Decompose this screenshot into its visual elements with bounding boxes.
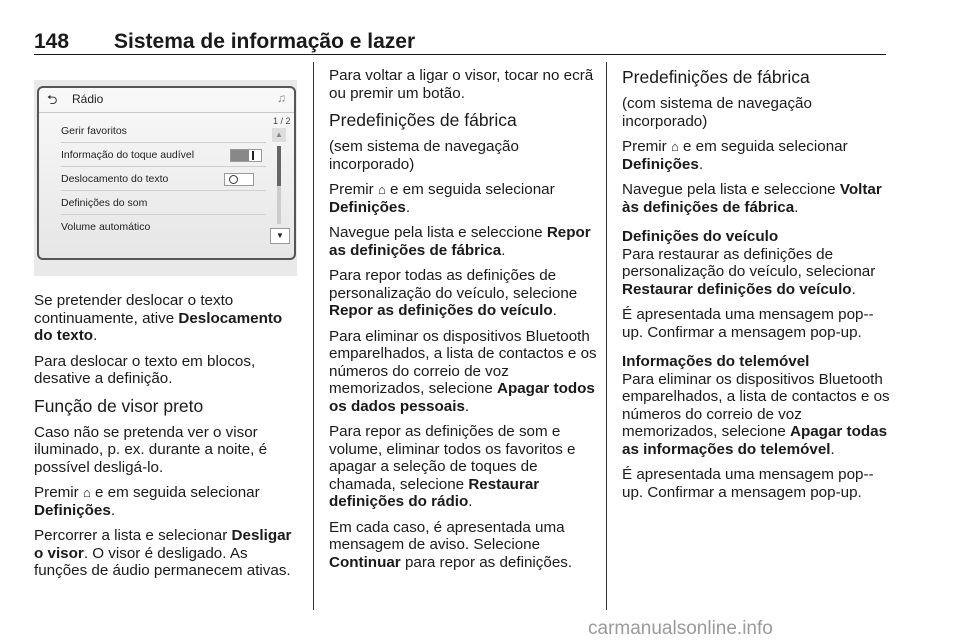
subheading: (com sistema de navegação incorporado) bbox=[622, 95, 812, 130]
menu-item: Deslocamento do texto bbox=[61, 168, 266, 191]
heading-predefinicoes: Predefinições de fábrica bbox=[622, 67, 810, 87]
radio-toggle bbox=[224, 173, 254, 186]
paragraph: Em cada caso, é apresentada uma mensagem de aviso. Selecione Continuar para repor as definições. bbox=[329, 518, 573, 571]
menu-item: Volume automático bbox=[61, 221, 151, 233]
paragraph: Para eliminar os dispositivos Bluetooth emparelhados, a lista de contactos e os números do correio de voz memorizados, selecione Apagar todos os dados pessoais. bbox=[329, 327, 597, 415]
music-note-icon: ♫ bbox=[277, 91, 286, 105]
paragraph: Premir ⌂ e em seguida selecionar Definições. bbox=[34, 484, 260, 519]
paragraph: Se pretender deslocar o texto continuamente, ative Deslocamento do texto. bbox=[34, 292, 283, 344]
heading-definicoes-veiculo: Definições do veículo bbox=[622, 228, 779, 245]
paragraph: Para eliminar os dispositivos Bluetooth emparelhados, a lista de contactos e os números do correio de voz memorizados, selecione Apagar todas as informações do telemóvel. bbox=[622, 370, 890, 458]
screen-title-bar bbox=[39, 88, 294, 113]
toggle-switch bbox=[230, 149, 262, 162]
column-2 bbox=[329, 67, 599, 579]
section-title: Sistema de informação e lazer bbox=[114, 30, 416, 53]
column-divider bbox=[606, 62, 607, 610]
paragraph: É apresentada uma mensagem pop--up. Confirmar a mensagem pop-up. bbox=[622, 306, 874, 341]
page-header bbox=[34, 30, 886, 55]
heading-visor-preto: Função de visor preto bbox=[34, 395, 204, 416]
screen-title: Rádio bbox=[72, 92, 104, 106]
paragraph: Para repor todas as definições de personalização do veículo, selecione Repor as definições do veículo. bbox=[329, 267, 578, 319]
menu-item: Informação do toque audível bbox=[61, 144, 266, 167]
page-indicator: 1 / 2 bbox=[273, 116, 291, 126]
column-1 bbox=[34, 292, 302, 588]
column-divider bbox=[313, 62, 314, 610]
page-number: 148 bbox=[34, 30, 70, 53]
scrollbar bbox=[277, 146, 281, 224]
home-icon: ⌂ bbox=[377, 182, 386, 197]
watermark: carmanualsonline.info bbox=[588, 618, 773, 639]
scroll-down-icon: ▼ bbox=[270, 228, 290, 244]
heading-predefinicoes: Predefinições de fábrica bbox=[329, 110, 517, 130]
home-icon: ⌂ bbox=[670, 139, 679, 154]
radio-screen-illustration bbox=[34, 80, 297, 276]
paragraph: Para voltar a ligar o visor, tocar no ecrã ou premir um botão. bbox=[329, 67, 594, 102]
menu-item: Definições do som bbox=[61, 192, 266, 215]
paragraph: Premir ⌂ e em seguida selecionar Definições. bbox=[622, 138, 848, 173]
paragraph: Para repor as definições de som e volume, eliminar todos os favoritos e apagar a seleção de toques de chamada, selecione Restaurar definições do rádio. bbox=[329, 423, 576, 510]
back-arrow-icon: ⮌ bbox=[47, 92, 58, 107]
paragraph: Para restaurar as definições de personalização do veículo, selecionar Restaurar definições do veículo. bbox=[622, 245, 876, 298]
home-icon: ⌂ bbox=[82, 485, 91, 500]
paragraph: Percorrer a lista e selecionar Desligar o visor. O visor é desligado. As funções de áudio permanecem ativas. bbox=[34, 527, 292, 579]
menu-item: Gerir favoritos bbox=[61, 120, 266, 143]
heading-informacoes-telemovel: Informações do telemóvel bbox=[622, 353, 810, 370]
paragraph: Caso não se pretenda ver o visor iluminado, p. ex. durante a noite, é possível desligá-lo. bbox=[34, 423, 268, 476]
scroll-up-icon: ▲ bbox=[272, 128, 286, 142]
column-3 bbox=[622, 67, 890, 509]
paragraph: Para deslocar o texto em blocos, desative a definição. bbox=[34, 352, 256, 387]
subheading: (sem sistema de navegação incorporado) bbox=[329, 138, 519, 173]
paragraph: Navegue pela lista e seleccione Repor as definições de fábrica. bbox=[329, 224, 591, 259]
paragraph: É apresentada uma mensagem pop--up. Confirmar a mensagem pop-up. bbox=[622, 466, 874, 501]
paragraph: Navegue pela lista e seleccione Voltar às definições de fábrica. bbox=[622, 181, 882, 216]
paragraph: Premir ⌂ e em seguida selecionar Definições. bbox=[329, 181, 555, 216]
display-screen bbox=[37, 86, 296, 260]
